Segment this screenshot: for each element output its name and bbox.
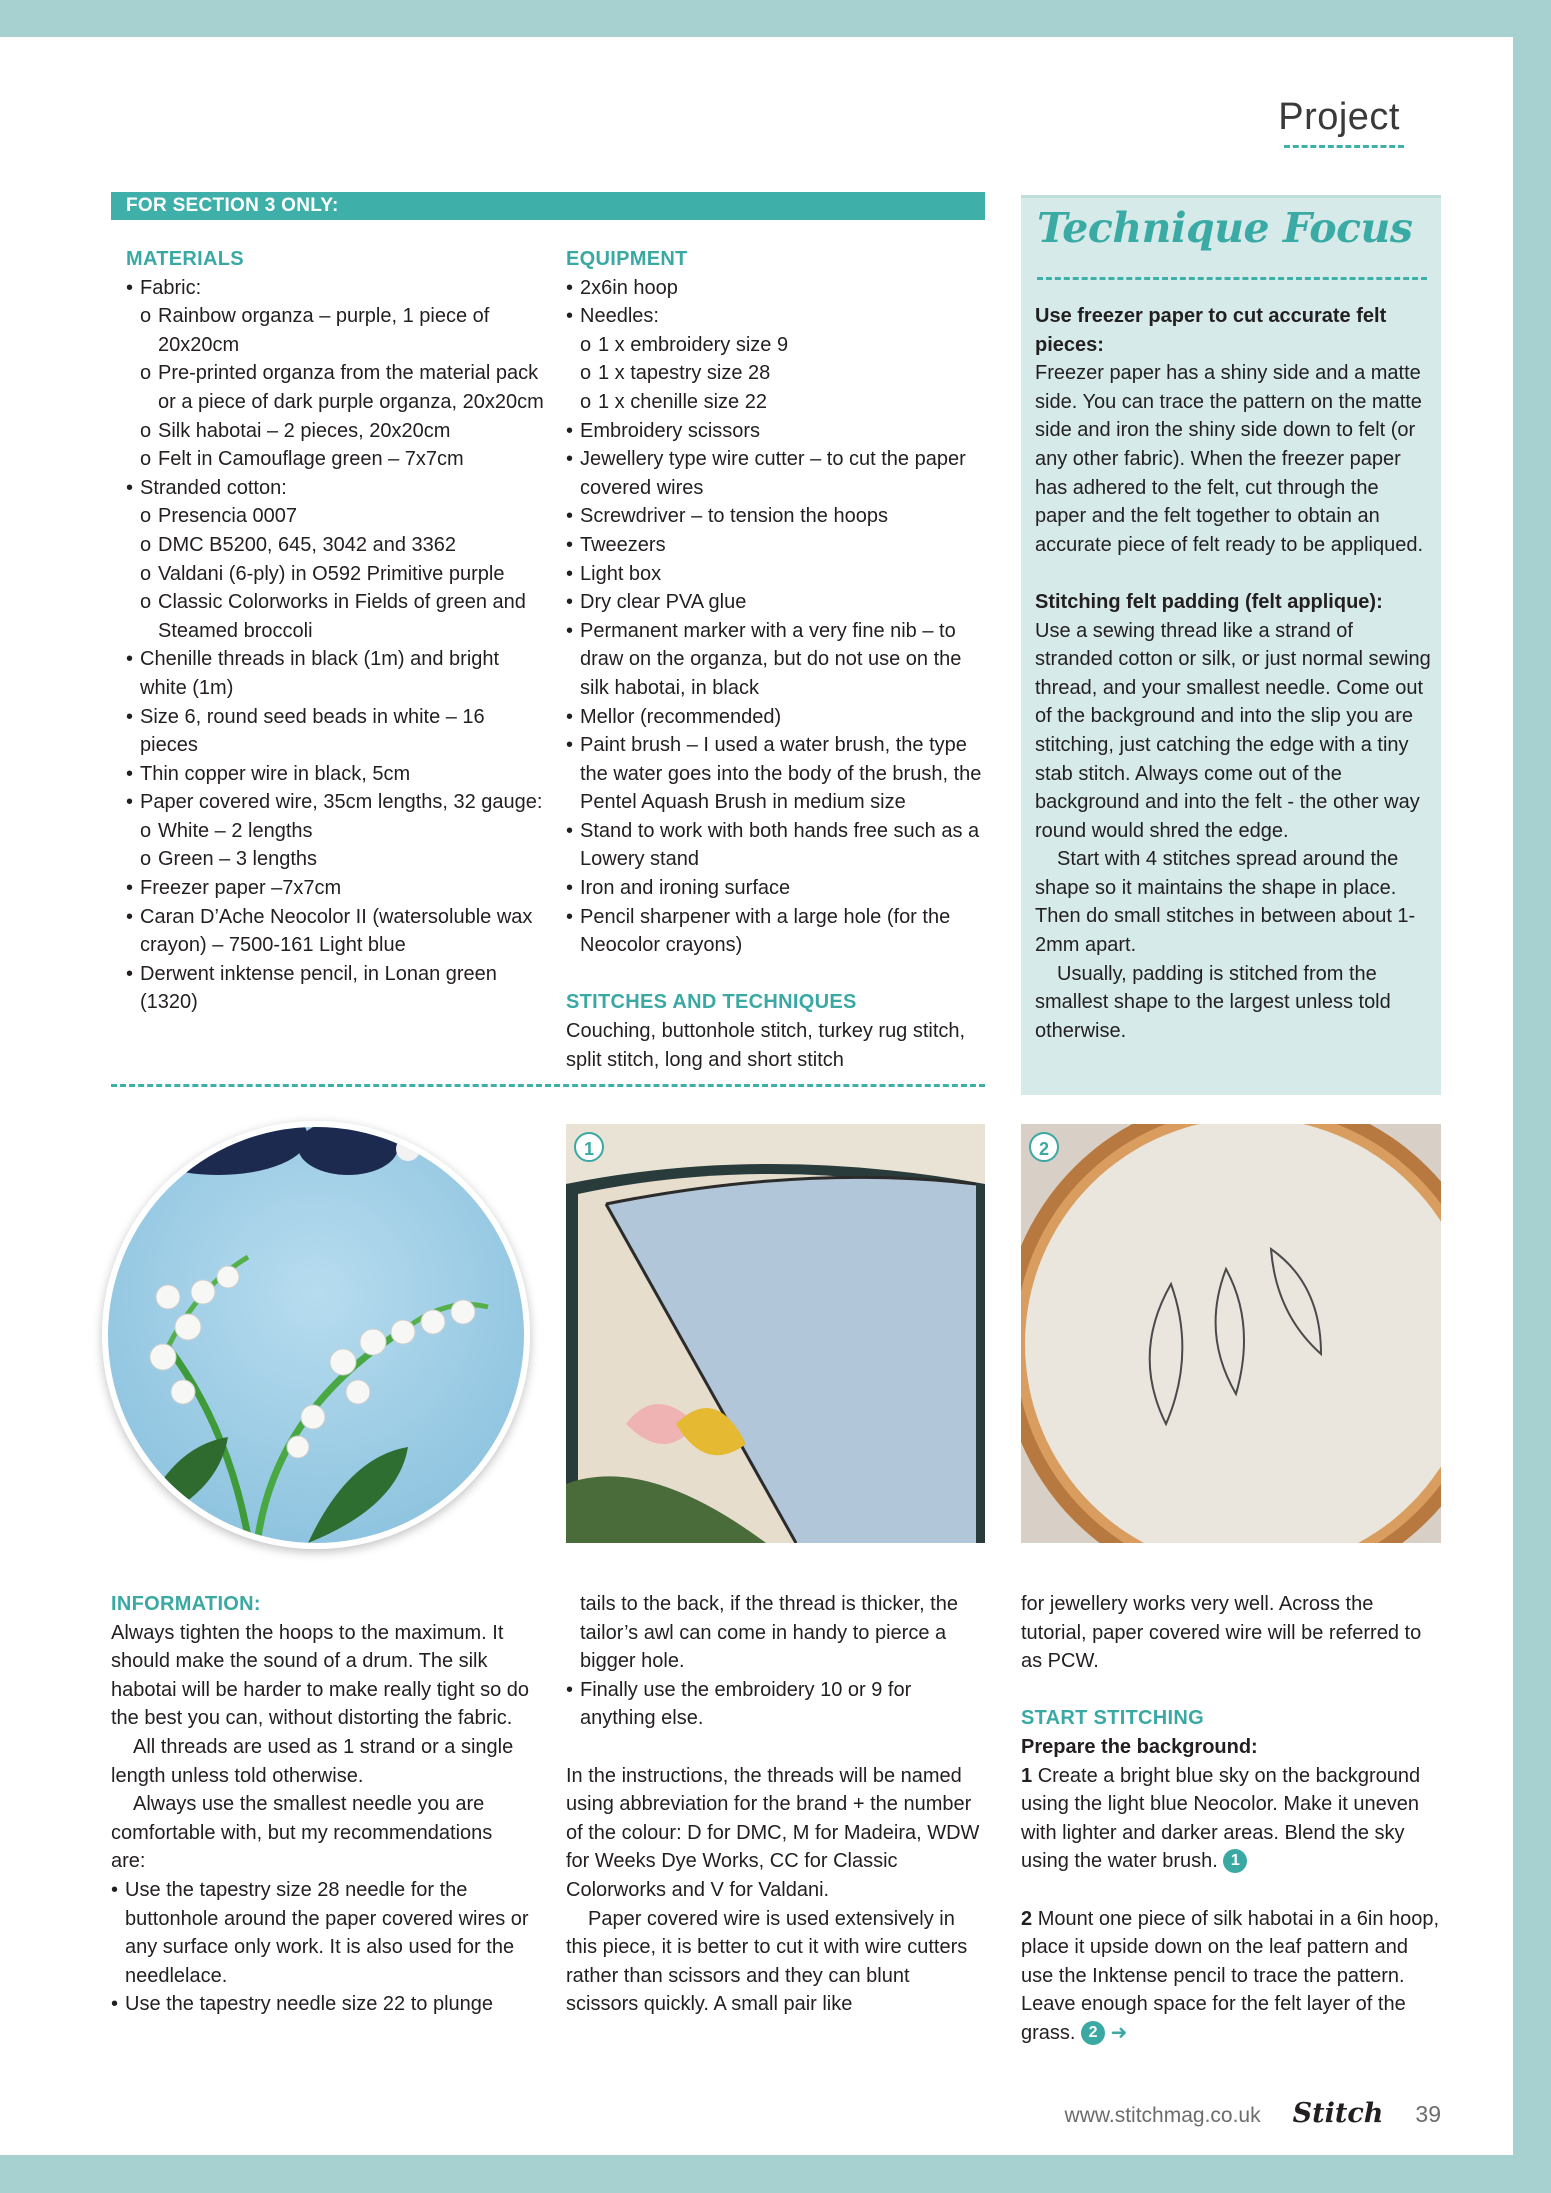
- paragraph: In the instructions, the threads will be named using abbreviation for the brand + the number of the colour: D for DMC, M for Madeira, WDW for Weeks Dye Works, CC for Classic Colorworks and V for Valdani.: [566, 1764, 980, 1901]
- stitches-text: Couching, buttonhole stitch, turkey rug stitch, split stitch, long and short stitch: [566, 1020, 966, 1071]
- paragraph: Paper covered wire is used extensively in this piece, it is better to cut it with wire cutters rather than scissors and they can blunt scissors quickly. A small pair like: [566, 1907, 968, 2016]
- photo-ref-badge: 1: [1223, 1849, 1247, 1873]
- list-item: • Needles: o 1 x embroidery size 9 o 1 x tapestry size 28 o 1 x chenille size 22: [566, 302, 986, 416]
- prepare-background-subheading: Prepare the background:: [1021, 1735, 1258, 1758]
- equipment-list: [566, 274, 986, 960]
- magazine-logo: Stitch: [1292, 2098, 1384, 2129]
- list-item: • Derwent inktense pencil, in Lonan green (1320): [126, 960, 546, 1017]
- list-item: • Light box: [566, 560, 986, 589]
- list-item: o DMC B5200, 645, 3042 and 3362: [140, 531, 546, 560]
- section-label: Project: [1278, 96, 1400, 138]
- paragraph: All threads are used as 1 strand or a single length unless told otherwise.: [111, 1735, 514, 1787]
- list-item: o White – 2 lengths: [140, 817, 546, 846]
- technique-divider: [1037, 277, 1427, 280]
- list-item: o Valdani (6-ply) in O592 Primitive purple: [140, 560, 546, 589]
- list-item: • Use the tapestry needle size 22 to plunge: [111, 1990, 531, 2019]
- list-item: • Jewellery type wire cutter – to cut the paper covered wires: [566, 445, 986, 502]
- list-item: • Chenille threads in black (1m) and bright white (1m): [126, 645, 546, 702]
- page-footer: [1065, 2098, 1441, 2129]
- materials-column: [126, 245, 546, 1017]
- stitches-heading: STITCHES AND TECHNIQUES: [566, 991, 857, 1014]
- section-banner: FOR SECTION 3 ONLY:: [111, 192, 985, 220]
- technique-title: Technique Focus: [1037, 204, 1413, 252]
- list-item: • Embroidery scissors: [566, 417, 986, 446]
- technique-paragraph: Usually, padding is stitched from the smallest shape to the largest unless told otherwise.: [1035, 962, 1391, 1042]
- equipment-heading: EQUIPMENT: [566, 248, 688, 270]
- step-1-photo: [566, 1124, 985, 1543]
- hoop-with-leaves-illustration: [1021, 1124, 1441, 1543]
- embroidery-illustration: [108, 1127, 524, 1543]
- list-item: • Permanent marker with a very fine nib – to draw on the organza, but do not use on the silk habotai, in black: [566, 617, 986, 703]
- technique-focus-box: [1021, 195, 1441, 1095]
- header-divider: [1284, 145, 1404, 148]
- list-item: o Felt in Camouflage green – 7x7cm: [140, 445, 546, 474]
- list-item: • Tweezers: [566, 531, 986, 560]
- needle-recommendations-cont: [566, 1676, 986, 1733]
- step-2-text: 2 Mount one piece of silk habotai in a 6in hoop, place it upside down on the leaf pattern and use the Inktense pencil to trace the pattern. Leave enough space for the felt layer of the grass. 2 ➜: [1021, 1907, 1440, 2044]
- list-item: • Caran D’Ache Neocolor II (watersoluble wax crayon) – 7500-161 Light blue: [126, 903, 546, 960]
- photo-ref-badge: 2: [1081, 2021, 1105, 2045]
- list-item: • Freezer paper –7x7cm: [126, 874, 546, 903]
- right-column: [1021, 1590, 1441, 2048]
- paragraph: Always use the smallest needle you are comfortable with, but my recommendations are:: [111, 1793, 493, 1873]
- list-item: • Use the tapestry size 28 needle for the buttonhole around the paper covered wires or any surface only work. It is also used for the needlelace.: [111, 1876, 531, 1990]
- list-item: o Classic Colorworks in Fields of green and Steamed broccoli: [140, 588, 546, 645]
- needle-recommendations: [111, 1876, 531, 2019]
- list-item: • Stand to work with both hands free such as a Lowery stand: [566, 817, 986, 874]
- step-number: 1: [1021, 1764, 1033, 1787]
- step-number: 2: [1021, 1907, 1033, 1930]
- list-item: • Finally use the embroidery 10 or 9 for anything else.: [566, 1676, 986, 1733]
- wire-sublist: [140, 817, 546, 874]
- list-item: • Iron and ironing surface: [566, 874, 986, 903]
- materials-heading: MATERIALS: [126, 248, 244, 270]
- equipment-column: [566, 245, 986, 1074]
- list-item: • Mellor (recommended): [566, 703, 986, 732]
- list-item: o Pre-printed organza from the material pack or a piece of dark purple organza, 20x20cm: [140, 359, 546, 416]
- step-2-photo: [1021, 1124, 1441, 1543]
- start-stitching-heading: START STITCHING: [1021, 1707, 1205, 1730]
- cotton-sublist: [140, 502, 546, 645]
- list-item: o Rainbow organza – purple, 1 piece of 20x20cm: [140, 302, 546, 359]
- paragraph: tails to the back, if the thread is thicker, the tailor’s awl can come in handy to pierce a bigger hole.: [580, 1593, 958, 1673]
- website-url: www.stitchmag.co.uk: [1064, 2104, 1261, 2127]
- list-item: • Stranded cotton: o Presencia 0007 o DMC B5200, 645, 3042 and 3362 o Valdani (6-ply) in O592 Primitive purple o Classic Colorworks in Fields of green and Steamed broccoli: [126, 474, 546, 646]
- list-item: • Pencil sharpener with a large hole (for the Neocolor crayons): [566, 903, 986, 960]
- list-item: • Paint brush – I used a water brush, the type the water goes into the body of the brush, the Pentel Aquash Brush in medium size: [566, 731, 986, 817]
- paragraph: Always tighten the hoops to the maximum. It should make the sound of a drum. The silk habotai will be harder to make really tight so do the best you can, without distorting the fabric.: [111, 1621, 530, 1730]
- list-item: o 1 x chenille size 22: [580, 388, 986, 417]
- step-badge: 2: [1029, 1132, 1059, 1162]
- list-item: • Size 6, round seed beads in white – 16 pieces: [126, 703, 546, 760]
- technique-body: [1035, 302, 1431, 1045]
- technique-subheading: Use freezer paper to cut accurate felt pieces:: [1035, 305, 1387, 356]
- technique-paragraph: Start with 4 stitches spread around the shape so it maintains the shape in place. Then do small stitches in between about 1-2mm apart.: [1035, 848, 1416, 957]
- page-number: 39: [1415, 2101, 1441, 2127]
- information-heading: INFORMATION:: [111, 1593, 261, 1615]
- section-divider: [111, 1084, 985, 1087]
- materials-list: [126, 274, 546, 1017]
- hoop-with-sky-illustration: [566, 1124, 985, 1543]
- information-column: [111, 1590, 531, 2019]
- needle-sublist: [580, 331, 986, 417]
- continue-arrow-icon: ➜: [1110, 2021, 1128, 2044]
- list-item: o Presencia 0007: [140, 502, 546, 531]
- list-item: • Thin copper wire in black, 5cm: [126, 760, 546, 789]
- technique-subheading: Stitching felt padding (felt applique):: [1035, 590, 1383, 613]
- list-item: o Green – 3 lengths: [140, 845, 546, 874]
- step-badge: 1: [574, 1132, 604, 1162]
- list-item: • Dry clear PVA glue: [566, 588, 986, 617]
- technique-paragraph: Freezer paper has a shiny side and a matte side. You can trace the pattern on the matte side and iron the shiny side down to felt (or any other fabric). When the freezer paper has adhered to the felt, cut through the paper and the felt together to obtain an accurate piece of felt ready to be appliqued.: [1035, 362, 1424, 556]
- list-item: • Paper covered wire, 35cm lengths, 32 gauge: o White – 2 lengths o Green – 3 lengths: [126, 788, 546, 874]
- list-item: • Screwdriver – to tension the hoops: [566, 502, 986, 531]
- list-item: o Silk habotai – 2 pieces, 20x20cm: [140, 417, 546, 446]
- paragraph: for jewellery works very well. Across the tutorial, paper covered wire will be referred to as PCW.: [1021, 1593, 1422, 1673]
- lily-of-the-valley-photo: [102, 1121, 530, 1549]
- list-item: • 2x6in hoop: [566, 274, 986, 303]
- fabric-sublist: [140, 302, 546, 474]
- technique-paragraph: Use a sewing thread like a strand of stranded cotton or silk, or just normal sewing thread, and your smallest needle. Come out of the background and into the slip you are stitching, just catching the edge with a tiny stab stitch. Always come out of the background and into the felt - the other way round would shred the edge.: [1035, 619, 1431, 842]
- middle-column: [566, 1590, 986, 2019]
- list-item: o 1 x tapestry size 28: [580, 359, 986, 388]
- step-1-text: 1 Create a bright blue sky on the background using the light blue Neocolor. Make it uneven with lighter and darker areas. Blend the sky using the water brush. 1: [1021, 1764, 1421, 1873]
- list-item: o 1 x embroidery size 9: [580, 331, 986, 360]
- list-item: • Fabric: o Rainbow organza – purple, 1 piece of 20x20cm o Pre-printed organza from the material pack or a piece of dark purple organza, 20x20cm o Silk habotai – 2 pieces, 20x20cm o Felt in Camouflage green – 7x7cm: [126, 274, 546, 474]
